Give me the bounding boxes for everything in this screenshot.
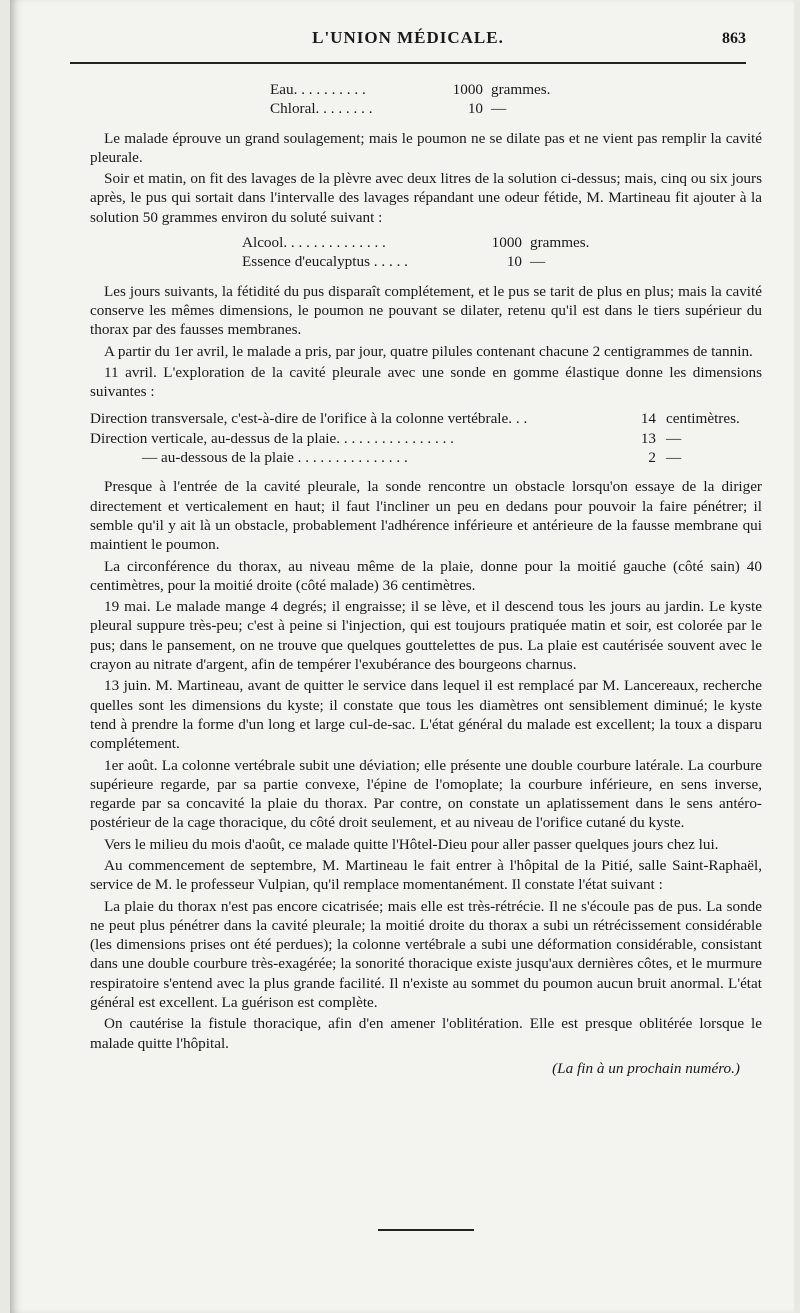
dimension-row xyxy=(90,409,762,428)
paragraph: Le malade éprouve un grand soulagement; mais le poumon ne se dilate pas et ne vient pas remplir la cavité pleurale. xyxy=(90,129,762,166)
dimension-unit: — xyxy=(666,429,682,447)
dimension-unit: centimètres. xyxy=(666,410,740,428)
article-body xyxy=(90,80,762,1078)
dimension-value: 13 xyxy=(640,429,656,447)
paragraph: 19 mai. Le malade mange 4 degrés; il engraisse; il se lève, et il descend tous les jours au jardin. Le kyste pleural suppure très-peu; c'est à peine si l'injection, qui est toujours pratiquée matin et soir, est colorée par le pus; dans le pansement, on ne trouve que quelques gouttelettes de pus. La plaie est cautérisée souvent avec le crayon au nitrate d'argent, afin de tempérer l'exubérance des bourgeons charnus. xyxy=(90,598,762,674)
running-head xyxy=(70,28,746,56)
recipe-ingredient: Eau. . . . . . . . . . xyxy=(270,81,366,98)
recipe-unit: grammes. xyxy=(530,234,590,252)
recipe-chloral xyxy=(90,80,762,119)
paragraph: Au commencement de septembre, M. Martineau le fait entrer à l'hôpital de la Pitié, salle Saint-Raphaël, service de M. le professeur Vulpian, qu'il remplace momentanément. Il constate l'état suivant : xyxy=(90,856,762,894)
dimension-unit: — xyxy=(666,449,682,467)
recipe-unit: — xyxy=(530,253,546,271)
dimension-row xyxy=(90,429,762,448)
paragraph: Les jours suivants, la fétidité du pus disparaît complétement, et le pus se tarit de plus en plus; mais la cavité conserve les mêmes dimensions, le poumon ne pouvant se dilater, retenu qu'il est dans le tiers supérieur du thorax par des fausses membranes. xyxy=(90,282,762,339)
recipe-eucalyptus xyxy=(90,233,762,272)
page-number: 863 xyxy=(722,30,746,47)
recipe-amount: 10 xyxy=(467,100,483,118)
recipe-row xyxy=(242,252,762,271)
dimension-value: 2 xyxy=(648,449,656,467)
paragraph: Soir et matin, on fit des lavages de la plèvre avec deux litres de la solution ci-dessus; mais, cinq ou six jours après, le pus qui sortait dans l'intervalle des lavages répandant une odeur fétide, M. Martineau fit ajouter à la solution 50 grammes environ du soluté suivant : xyxy=(90,170,762,226)
dimensions-table xyxy=(90,409,762,467)
paragraph: Vers le milieu du mois d'août, ce malade quitte l'Hôtel-Dieu pour aller passer quelques jours chez lui. xyxy=(104,835,719,853)
recipe-amount: 1000 xyxy=(452,81,483,98)
paragraph: 1er août. La colonne vertébrale subit une déviation; elle présente une double courbure latérale. La courbure supérieure regarde, par sa partie convexe, l'épine de l'omoplate; la courbure inférieure, en sens inverse, regarde par sa concavité la plaie du thorax. Par contre, on constate un aplatissement dans le sens antéro-postérieur de la cage thoracique, du côté droit seulement, et au niveau de l'orifice cutané du kyste. xyxy=(90,756,762,832)
recipe-ingredient: Alcool. . . . . . . . . . . . . . xyxy=(242,234,386,252)
paragraph: 11 avril. L'exploration de la cavité pleurale avec une sonde en gomme élastique donne les dimensions suivantes : xyxy=(90,363,762,401)
recipe-row xyxy=(270,99,762,118)
paragraph: A partir du 1er avril, le malade a pris, par jour, quatre pilules contenant chacune 2 centigrammes de tannin. xyxy=(104,342,753,360)
paragraph: 13 juin. M. Martineau, avant de quitter le service dans lequel il est remplacé par M. Lancereaux, recherche quelles sont les dimensions du kyste; il constate que tous les diamètres ont sensiblement diminué; le kyste tend à prendre la forme d'un long et large cul-de-sac. L'état général du malade est excellent; la toux a disparu complétement. xyxy=(90,677,762,753)
recipe-unit: — xyxy=(491,100,507,118)
paragraph: La plaie du thorax n'est pas encore cicatrisée; mais elle est très-rétrécie. Il ne s'écoule pas de pus. La sonde ne peut plus pénétrer dans la cavité pleurale; la moitié droite du thorax a subi un rétrécissement considérable (les dimensions prises ont été perdues); la colonne vertébrale a subi une déformation considérable, consistant dans une double courbure très-exagérée; la sonorité thoracique existe jusqu'aux dernières côtes, et le murmure respiratoire s'entend avec la plus grande facilité. Il n'existe au sommet du poumon aucun bruit anormal. L'état général est excellent. La guérison est complète. xyxy=(90,897,762,1012)
recipe-amount: 10 xyxy=(506,253,522,271)
recipe-row xyxy=(270,80,762,99)
continued-note: (La fin à un prochain numéro.) xyxy=(552,1059,740,1077)
dimension-label: — au-dessous de la plaie . . . . . . . . . . . . . . . xyxy=(142,449,408,467)
journal-title: L'UNION MÉDICALE. xyxy=(312,28,504,47)
header-rule xyxy=(70,62,746,64)
paragraph: On cautérise la fistule thoracique, afin d'en amener l'oblitération. Elle est presque oblitérée lorsque le malade quitte l'hôpital. xyxy=(90,1015,762,1052)
recipe-amount: 1000 xyxy=(491,234,522,252)
recipe-ingredient: Chloral. . . . . . . . xyxy=(270,100,373,118)
dimension-label: Direction transversale, c'est-à-dire de l'orifice à la colonne vertébrale. . . xyxy=(90,410,528,428)
dimension-label: Direction verticale, au-dessus de la plaie. . . . . . . . . . . . . . . . xyxy=(90,429,454,447)
dimension-value: 14 xyxy=(640,410,656,428)
recipe-unit: grammes. xyxy=(491,81,551,98)
paragraph: La circonférence du thorax, au niveau même de la plaie, donne pour la moitié gauche (côté sain) 40 centimètres, pour la moitié droite (côté malade) 36 centimètres. xyxy=(90,557,762,594)
end-rule xyxy=(378,1229,474,1231)
journal-page xyxy=(10,0,794,1313)
recipe-ingredient: Essence d'eucalyptus . . . . . xyxy=(242,253,408,271)
paragraph: Presque à l'entrée de la cavité pleurale, la sonde rencontre un obstacle lorsqu'on essaye de la diriger directement et verticalement en haut; il faut l'incliner un peu en dedans pour pouvoir la faire pénétrer; il semble qu'il y ait là un obstacle, probablement l'adhérence inférieure et antérieure de la fausse membrane qui maintient le poumon. xyxy=(90,478,762,554)
recipe-row xyxy=(242,233,762,252)
dimension-row xyxy=(90,448,762,467)
